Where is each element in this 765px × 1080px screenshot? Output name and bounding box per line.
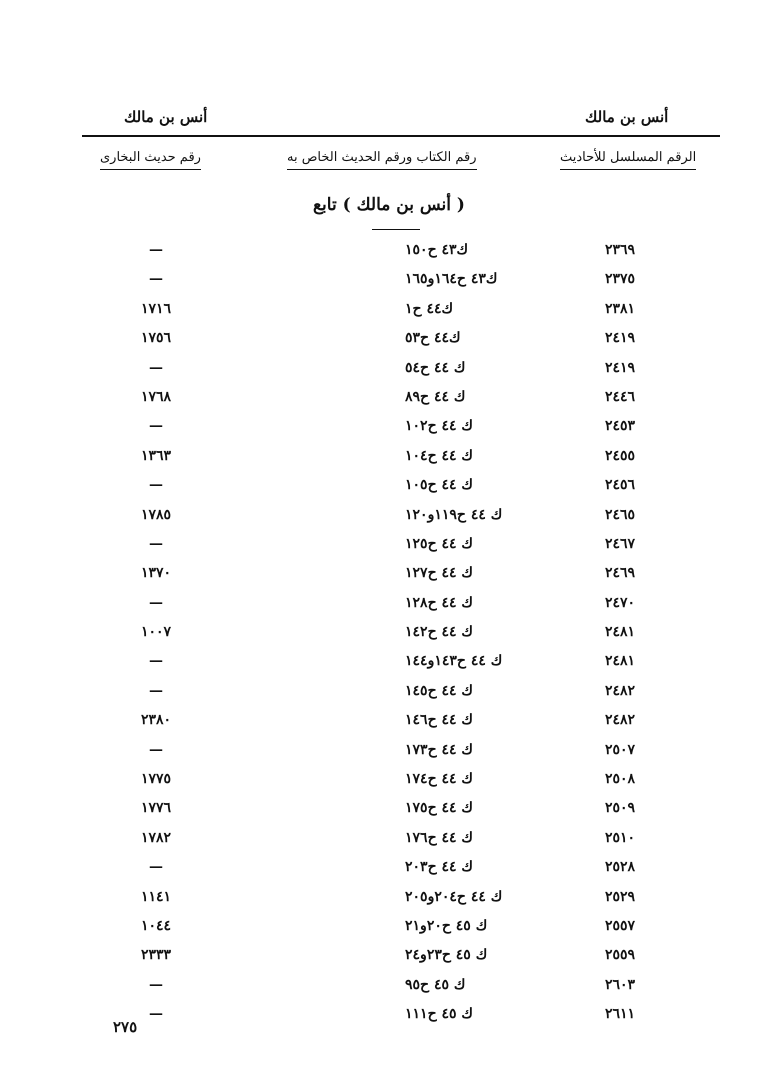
book-ref-cell: ك ٤٤ ح١٠٥ <box>405 477 473 494</box>
bukhari-cell: ١٧٥٦ <box>140 330 172 347</box>
section-rule <box>372 229 420 230</box>
bukhari-cell: ٢٣٣٣ <box>140 947 172 964</box>
table-row <box>0 708 765 737</box>
table-body <box>0 238 765 1032</box>
serial-cell: ٢٥٠٧ <box>605 741 636 758</box>
book-ref-cell: ك ٤٤ ح١٤٥ <box>405 682 473 699</box>
book-ref-cell: ك ٤٤ ح٢٠٤و٢٠٥ <box>405 888 503 905</box>
serial-cell: ٢٣٨١ <box>605 300 636 317</box>
book-ref-cell: ك ٤٤ ح١٤٣و١٤٤ <box>405 653 503 670</box>
serial-cell: ٢٤٦٥ <box>605 506 636 523</box>
serial-cell: ٢٤٨١ <box>605 624 636 641</box>
serial-cell: ٢٣٦٩ <box>605 242 636 258</box>
serial-cell: ٢٦١١ <box>605 1006 636 1023</box>
table-row <box>0 796 765 825</box>
book-ref-cell: ك ٤٤ ح١٠٤ <box>405 447 473 464</box>
bukhari-cell: ١٧١٦ <box>140 300 172 317</box>
bukhari-cell: ١٧٦٨ <box>140 388 172 405</box>
bukhari-cell: — <box>149 653 163 670</box>
book-ref-cell: ك ٤٤ ح١٤٦ <box>405 712 473 729</box>
table-row <box>0 679 765 708</box>
bukhari-cell: — <box>149 477 163 494</box>
book-ref-cell: ك٤٤ ح١ <box>405 300 454 317</box>
table-row <box>0 532 765 561</box>
serial-cell: ٢٥١٠ <box>605 829 636 846</box>
header-rule <box>82 135 720 137</box>
book-ref-cell: ك ٤٥ ح٢٣و٢٤ <box>405 947 488 964</box>
running-header-left: أنس بن مالك <box>124 108 208 126</box>
table-row <box>0 414 765 443</box>
serial-cell: ٢٣٧٥ <box>605 271 636 288</box>
table-row <box>0 503 765 532</box>
table-row <box>0 297 765 326</box>
table-row <box>0 444 765 473</box>
column-header-bukhari: رقم حديث البخارى <box>100 150 201 170</box>
serial-cell: ٢٤٥٣ <box>605 418 636 435</box>
bukhari-cell: ١٧٧٥ <box>140 771 172 788</box>
table-row <box>0 326 765 355</box>
page-number: ٢٧٥ <box>113 1018 138 1036</box>
book-ref-cell: ك ٤٤ ح١٧٥ <box>405 800 473 817</box>
bukhari-cell: — <box>149 594 163 611</box>
table-row <box>0 973 765 1002</box>
table-row <box>0 649 765 678</box>
table-row <box>0 943 765 972</box>
table-row <box>0 267 765 296</box>
bukhari-cell: ١٧٨٥ <box>140 506 172 523</box>
book-ref-cell: ك ٤٥ ح٢٠و٢١ <box>405 917 488 934</box>
book-ref-cell: ك ٤٤ ح١٧٣ <box>405 741 473 758</box>
book-ref-cell: ك٤٣ ح١٦٤و١٦٥ <box>405 271 498 288</box>
book-ref-cell: ك ٤٤ ح١٢٥ <box>405 535 473 552</box>
serial-cell: ٢٤٨١ <box>605 653 636 670</box>
serial-cell: ٢٥٠٩ <box>605 800 636 817</box>
serial-cell: ٢٤٧٠ <box>605 594 636 611</box>
bukhari-cell: ١١٤١ <box>140 888 172 905</box>
serial-cell: ٢٥٢٨ <box>605 859 636 876</box>
bukhari-cell: ١٠٠٧ <box>140 624 172 641</box>
table-row <box>0 473 765 502</box>
serial-cell: ٢٤٦٩ <box>605 565 636 582</box>
column-header-book: رقم الكتاب ورقم الحديث الخاص به <box>287 150 477 170</box>
serial-cell: ٢٤٨٢ <box>605 682 636 699</box>
book-ref-cell: ك ٤٤ ح١٤٢ <box>405 624 473 641</box>
book-ref-cell: ك ٤٥ ح٩٥ <box>405 976 466 993</box>
book-ref-cell: ك ٤٤ ح١٧٤ <box>405 771 473 788</box>
bukhari-cell: ١٠٤٤ <box>140 917 172 934</box>
column-header-serial: الرقم المسلسل للأحاديث <box>560 150 696 170</box>
table-row <box>0 238 765 267</box>
bukhari-cell: — <box>149 859 163 876</box>
serial-cell: ٢٥٠٨ <box>605 771 636 788</box>
book-ref-cell: ك ٤٤ ح٢٠٣ <box>405 859 473 876</box>
serial-cell: ٢٤٦٧ <box>605 535 636 552</box>
bukhari-cell: — <box>149 418 163 435</box>
bukhari-cell: ١٧٧٦ <box>140 800 172 817</box>
bukhari-cell: ١٣٧٠ <box>140 565 172 582</box>
serial-cell: ٢٤٥٥ <box>605 447 636 464</box>
bukhari-cell: — <box>149 535 163 552</box>
table-row <box>0 620 765 649</box>
running-header-right: أنس بن مالك <box>585 108 669 126</box>
book-ref-cell: ك ٤٤ ح١١٩و١٢٠ <box>405 506 503 523</box>
book-ref-cell: ك ٤٤ ح١٠٢ <box>405 418 473 435</box>
book-ref-cell: ك ٤٤ ح١٢٨ <box>405 594 473 611</box>
table-row <box>0 826 765 855</box>
serial-cell: ٢٤١٩ <box>605 330 636 347</box>
book-ref-cell: ك ٤٤ ح١٧٦ <box>405 829 473 846</box>
bukhari-cell: — <box>149 741 163 758</box>
book-ref-cell: ك٤٣ ح١٥٠ <box>405 242 469 258</box>
bukhari-cell: — <box>149 1006 163 1023</box>
bukhari-cell: — <box>149 682 163 699</box>
bukhari-cell: ١٣٦٣ <box>140 447 172 464</box>
serial-cell: ٢٤٨٢ <box>605 712 636 729</box>
bukhari-cell: — <box>149 976 163 993</box>
table-row <box>0 767 765 796</box>
serial-cell: ٢٤٤٦ <box>605 388 636 405</box>
table-row <box>0 385 765 414</box>
table-row <box>0 738 765 767</box>
serial-cell: ٢٥٥٧ <box>605 917 636 934</box>
book-ref-cell: ك٤٤ ح٥٣ <box>405 330 461 347</box>
serial-cell: ٢٥٥٩ <box>605 947 636 964</box>
book-ref-cell: ك ٤٥ ح١١١ <box>405 1006 473 1023</box>
table-row <box>0 356 765 385</box>
table-row <box>0 914 765 943</box>
serial-cell: ٢٤٥٦ <box>605 477 636 494</box>
book-ref-cell: ك ٤٤ ح١٢٧ <box>405 565 473 582</box>
bukhari-cell: ١٧٨٢ <box>140 829 172 846</box>
table-row <box>0 561 765 590</box>
table-row <box>0 855 765 884</box>
bukhari-cell: — <box>149 242 163 258</box>
book-ref-cell: ك ٤٤ ح٨٩ <box>405 388 466 405</box>
bukhari-cell: ٢٣٨٠ <box>140 712 172 729</box>
book-ref-cell: ك ٤٤ ح٥٤ <box>405 359 466 376</box>
table-row <box>0 885 765 914</box>
bukhari-cell: — <box>149 271 163 288</box>
bukhari-cell: — <box>149 359 163 376</box>
serial-cell: ٢٤١٩ <box>605 359 636 376</box>
table-row <box>0 591 765 620</box>
section-title: ( أنس بن مالك ) تابع <box>313 195 465 215</box>
serial-cell: ٢٥٢٩ <box>605 888 636 905</box>
serial-cell: ٢٦٠٣ <box>605 976 636 993</box>
